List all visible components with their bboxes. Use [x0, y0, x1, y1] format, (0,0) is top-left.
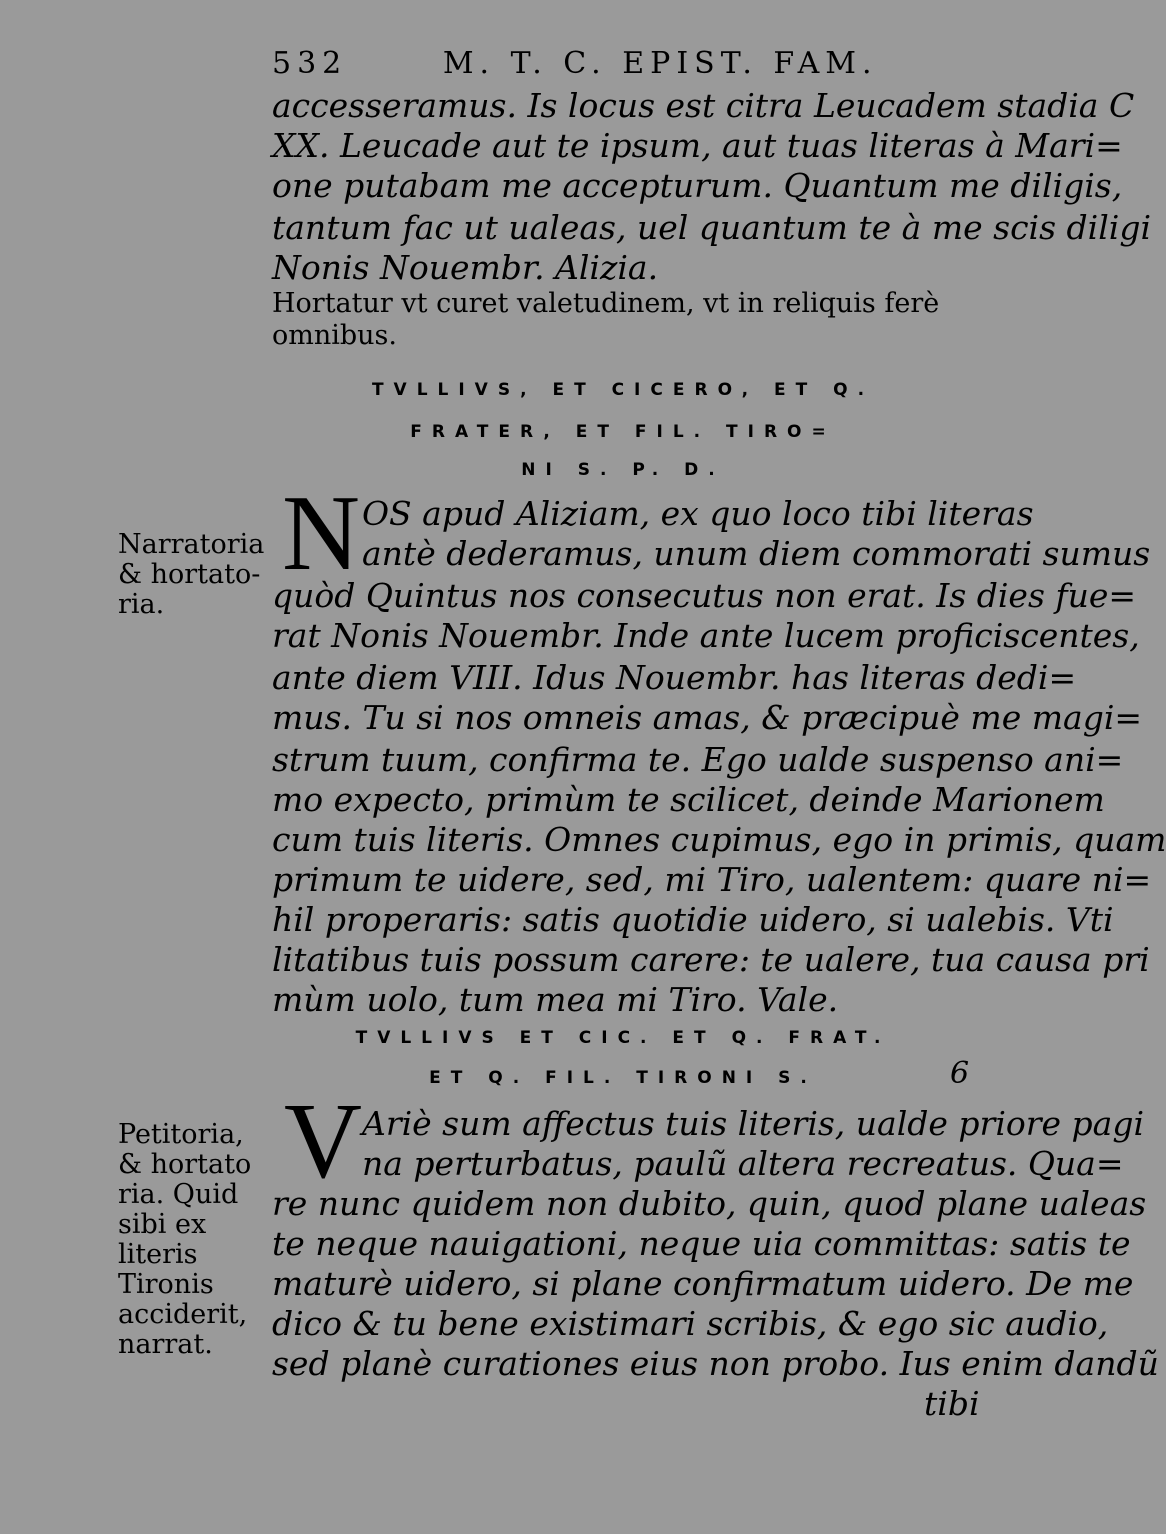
text-line: hil properaris: satis quotidie uidero, si ualebis. Vti: [272, 900, 1114, 939]
argument-line: Hortatur vt curet valetudinem, vt in reliquis ferè: [272, 288, 940, 319]
text-line: mus. Tu si nos omneis amas, & præcipuè me magi=: [272, 698, 1143, 737]
text-line: ante diem VIII. Idus Nouembr. has literas dedi=: [272, 658, 1077, 697]
letter-number: 6: [950, 1056, 970, 1091]
margin-note: Narratoria & hortato-ria.: [118, 529, 265, 620]
text-line: na perturbatus, paulũ altera recreatus. Qua=: [362, 1144, 1124, 1183]
text-line: litatibus tuis possum carere: te ualere, tua causa pri: [272, 940, 1150, 979]
text-line: cum tuis literis. Omnes cupimus, ego in primis, quam: [272, 820, 1166, 859]
text-line: Ariè sum affectus tuis literis, ualde priore pagi: [362, 1104, 1145, 1143]
text-line: te neque nauigationi, neque uia committas: satis te: [272, 1224, 1131, 1263]
text-line: Nonis Nouembr. Alizia.: [272, 248, 659, 287]
text-line: sed planè curationes eius non probo. Ius enim dandũ: [272, 1344, 1159, 1383]
salutation-line: FRATER, ET FIL. TIRO=: [410, 422, 836, 442]
text-line: primum te uidere, sed, mi Tiro, ualentem: quare ni=: [272, 860, 1152, 899]
text-line: maturè uidero, si plane confirmatum uidero. De me: [272, 1264, 1134, 1303]
text-line: antè dederamus, unum diem commorati sumus: [362, 534, 1151, 573]
text-line: OS apud Aliziam, ex quo loco tibi literas: [362, 494, 1034, 533]
page-number: 532: [272, 46, 348, 81]
drop-capital: N: [282, 474, 360, 593]
salutation-line: TVLLIVS, ET CICERO, ET Q.: [371, 380, 875, 400]
text-line: quòd Quintus nos consecutus non erat. Is dies fue=: [272, 576, 1137, 615]
text-line: mo expecto, primùm te scilicet, deinde Marionem: [272, 780, 1105, 819]
text-line: accesseramus. Is locus est citra Leucadem stadia C: [272, 86, 1135, 125]
text-line: dico & tu bene existimari scribis, & ego sic audio,: [272, 1304, 1109, 1343]
text-line: XX. Leucade aut te ipsum, aut tuas literas à Mari=: [272, 126, 1123, 165]
margin-note: Petitoria, & hortato ria. Quid sibi ex literis Tironis acciderit, narrat.: [118, 1119, 252, 1360]
text-line: one putabam me accepturum. Quantum me diligis,: [272, 166, 1123, 205]
text-line: re nunc quidem non dubito, quin, quod plane ualeas: [272, 1184, 1147, 1223]
salutation-line: NI S. P. D.: [521, 460, 725, 480]
text-line: tantum fac ut ualeas, uel quantum te à me scis diligi: [272, 208, 1151, 247]
catchword: tibi: [924, 1384, 980, 1423]
drop-capital: V: [284, 1082, 362, 1201]
argument-line: omnibus.: [272, 320, 397, 351]
salutation-line: ET Q. FIL. TIRONI S.: [429, 1068, 817, 1088]
text-line: rat Nonis Nouembr. Inde ante lucem proficiscentes,: [272, 616, 1140, 655]
running-head: [272, 46, 878, 81]
text-line: strum tuum, confirma te. Ego ualde suspenso ani=: [272, 740, 1124, 779]
salutation-line: TVLLIVS ET CIC. ET Q. FRAT.: [355, 1028, 891, 1048]
text-line: mùm uolo, tum mea mi Tiro. Vale.: [272, 980, 839, 1019]
running-title: M. T. C. EPIST. FAM.: [442, 46, 878, 81]
